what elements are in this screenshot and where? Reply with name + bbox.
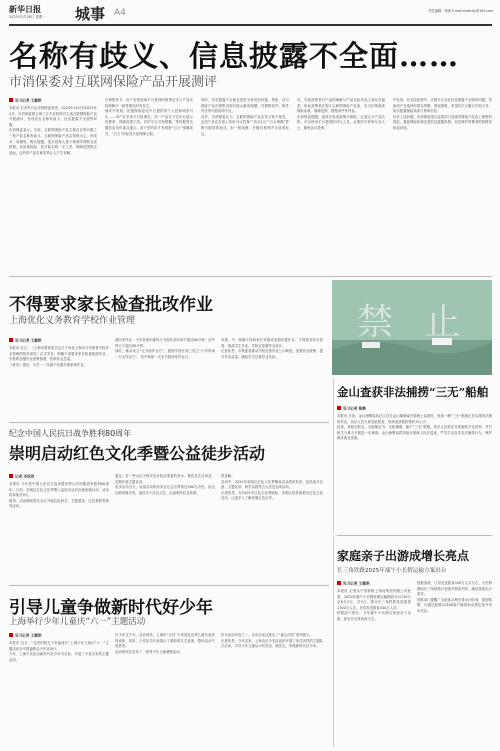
- article-childrens-day: [9, 589, 329, 749]
- editor-line: 责任编辑：城事 E-mail:xhrbcity@163.com: [428, 9, 493, 13]
- news-photo: [332, 280, 492, 375]
- column-divider: [333, 378, 334, 533]
- article-text: 本报讯 日前，金山海警局执法人员在金山嘴海域开展海上巡查时，发现一艘“三无”船舶正在实施非法捕捞作业，执法人员当即登临检查，现场查获渔获物约70公斤。 经查，该船无船名、无船舶证书、无船籍港，属于“三无”船舶。执法人员依法对该船舶予以扣押，并对相关当事人开展进一步调查。金山海警局将持续开展海上执法巡查，严厉打击各类非法捕捞行为，保护海洋渔业资源。: [337, 414, 492, 441]
- byline: 见习记者 王戴艳: [337, 581, 369, 587]
- section-divider: [337, 535, 492, 536]
- article-column: 同时，信息披露不全面也是较为常见的问题。例如，部分保险产品在销售页面仅展示最高保额，对理赔条件、除外责任等内容说明不足。 此外，市消保委认为，互联网保险产品宣传文案不规范，此类产品在页面上常用“0元投保”“首月1元”“百万保额”等吸引眼球的表述，但一般续保、升级价格等并未显著标注。: [201, 98, 289, 136]
- subheadline: 长三角铁路2025年端午小长假运输方案出台: [337, 568, 447, 574]
- article-column: 本报讯 记者从中国铁路上海局集团有限公司获悉，2025年端午小长假铁路运输期间为5月30日至6月3日，共5天，预计长三角铁路发送旅客1700万人次，日均发送旅客340万人次。 铁路部门预计，今年端午小长假以家庭亲子出游、探亲访友等客流为主。: [337, 589, 411, 621]
- photo-caption-glyph: 禁 止: [357, 302, 471, 343]
- article-column: 本报讯 近日，《上海市教育委员会关于优化上海市义务教育学校作业管理的指导意见》正式发布，明确不得要求家长检查批改作业，学校要加强作业统筹管理，控制作业总量。 《意见》提出，小学一二年级不布置书面家庭作业。: [9, 346, 109, 367]
- article-column: 的讲解。 活动中，2025年崇明区红色文化季精品活动清单发布，包括追寻足迹、主题宣讲、研学实践等五大类近百项活动。 记者获悉，在2025年红色文化季期间，崇明区将持续推出红色文化活动，让更多人了解崇明红色历史。: [221, 474, 323, 501]
- byline: 见习记者 陈静: [337, 406, 366, 412]
- article-column: 通过，在一些点位为每次徒步队伍准备的茶水、餐饮及生活用品，定期开展主题宣讲。 徒步活动当天，参加活动的有来自社会各界的近500名市民，队伍从港西镇出发，途经多个红色点位，沿途聆听红色故事。: [115, 474, 215, 495]
- headline: 家庭亲子出游成增长亮点: [337, 549, 470, 563]
- byline: 记者 李欣然: [9, 474, 34, 480]
- article-column: 本报讯 今年是中国人民抗日战争暨世界反法西斯战争胜利80周年。日前，崇明区红色文化季暨公益徒步活动在港西镇启动，活动将持续至9月。 据悉，活动期间将在全区开展红色研学、主题展览、红色观影等系列活动。: [9, 482, 109, 509]
- article-rail-travel: [337, 539, 492, 749]
- headline: 名称有歧义、信息披露不全面……: [9, 39, 460, 73]
- article-column: 在销售环节，用户在短视频平台看到的销售话术与产品实际保障不一致等情况时有发生。 测评中发现，依据保险经纪平台提供的个人投保场景对比……用户在多家平台投保后，同一产品在不同平台展示的费率、保障范围不同。有的平台对免赔额、等待期等关键信息未作重点提示，用户签约时才发现被“百万”保额误导，“百万”的标签只是保障上限。: [105, 98, 193, 136]
- article-column: 中发现，在实际投保中，多数平台存在信息披露不全面的问题，导致用户在选择时难以判断，维权困难，希望各平台履行告知义务，如实披露保险条款与费率信息。 针对上述问题，市消保委建议监管部门加强对保险产品线上销售的规范，督促保险机构完善信息披露机制，切实保护消费者的知情权和选择权。: [393, 98, 492, 130]
- article-fishing: [337, 378, 492, 533]
- section-divider: [9, 422, 329, 423]
- masthead-rule: [9, 24, 492, 26]
- kicker: 纪念中国人民抗日战争胜利80周年: [9, 429, 132, 438]
- section-divider: [9, 276, 492, 277]
- article-insurance: [9, 30, 492, 272]
- page-number: A4: [114, 8, 126, 18]
- newspaper-logo: 新华日报: [9, 4, 41, 14]
- section-divider: [9, 585, 329, 586]
- article-column: 举措，中，明确不得给家长布置或变相布置作业；不得要求家长检查、批改学生作业，学校应加强作业设计。 记者获悉，市教委将推动学校完善作业公示制度，加强作业统筹，提升作业质量，减轻学生过重学业负担。: [221, 338, 323, 359]
- byline: 见习记者 王戴艳: [9, 633, 41, 639]
- article-homework: [9, 280, 339, 420]
- article-chongming: [9, 426, 329, 582]
- subheadline: 上海举行少年儿童庆“六一”主题活动: [9, 617, 146, 627]
- article-column: 本报讯 记者昨日从市消保委获悉，2024年10月至2025年4月，市消保委联合第三方专业机构对主流互联网保险产品开展测评，发现存在名称有歧义、信息披露不全面等问题。 市消保委表示，当前，互联网保险产品主要存在的问题之一是产品名称有歧义。互联网保险产品以短保为主，种类多、周期短，购买便捷，很多投保人基于简单的判断完成投保，比如重疾险、医疗险名称一字之差，保障范围相去甚远，还有的产品名称容易让人产生误解。: [9, 106, 97, 155]
- article-column: 作为活动内容之一，本次活动还推出了“童心向党”系列展示。 记者获悉，今年以来，上海各区少先队组织开展了形式多样的主题队日活动，引导少年儿童从小听党话、跟党走，争做新时代好少年。: [221, 633, 323, 649]
- headline: 崇明启动红色文化季暨公益徒步活动: [9, 444, 266, 463]
- headline: 金山查获非法捕捞“三无”船舶: [337, 385, 489, 399]
- byline: 见习记者 王戴艳: [9, 338, 41, 344]
- column-divider: [333, 537, 334, 747]
- headline: 引导儿童争做新时代好少年: [9, 598, 213, 618]
- subheadline: 上海优化义务教育学校作业管理: [9, 316, 136, 326]
- article-column: 本报讯 近日，“在党的阳光下幸福成长”上海少年儿童庆“六一”主题活动在中国福利会少年宫举行。 今年，上海少先队以新时代好少年为目标，开展了丰富多彩的主题活动。: [9, 641, 109, 662]
- masthead: [0, 0, 500, 30]
- byline: 见习记者 王戴艳: [9, 98, 41, 104]
- issue-date: 2025年5月28日 星期一: [9, 15, 46, 19]
- article-column: 根据客流，日均发送旅客340万人次左右，小长假期间长三角铁路计划加开旅客列车，满足旅客出行需求。 铁路部门提醒广大旅客合理安排出行时间，提前购票，可通过铁路12306客户端查询余票及加开列车信息。: [417, 581, 492, 613]
- article-column: 好少年这个年，活动现场，上海市“五好”小家庭及优秀儿童代表获得表彰，同时，少先队员代表展示了精彩的文艺表演，整场活动气氛热烈。 活动现场还发布了一系列少年儿童暑期活动。: [115, 633, 215, 654]
- article-column: 面回家作业；小学其他年级每天书面作业时间不超过60分钟，初中每天不超过90分钟。 同时，推动设立“无书面作业日”，鼓励学校在周三设立“小学每周一天无作业日”，初中每周一天无书面回家作业日。: [115, 338, 215, 359]
- subheadline: 市消保委对互联网保险产品开展测评: [9, 75, 218, 90]
- article-column: 另，导致消费者对产品的理解与产品实际状况之间存在偏差，因此消费者在购买互联网保险产品前，应当仔细阅读保险条款、保障范围、理赔条件等内容。 市消保委提醒，选择正规渠道购买保险，注意区分产品名称，可以使用平台提供的对比工具，必要时可咨询专业人士，避免盲目投保。: [297, 98, 385, 130]
- headline: 不得要求家长检查批改作业: [9, 295, 213, 315]
- section-name: 城事: [75, 5, 106, 23]
